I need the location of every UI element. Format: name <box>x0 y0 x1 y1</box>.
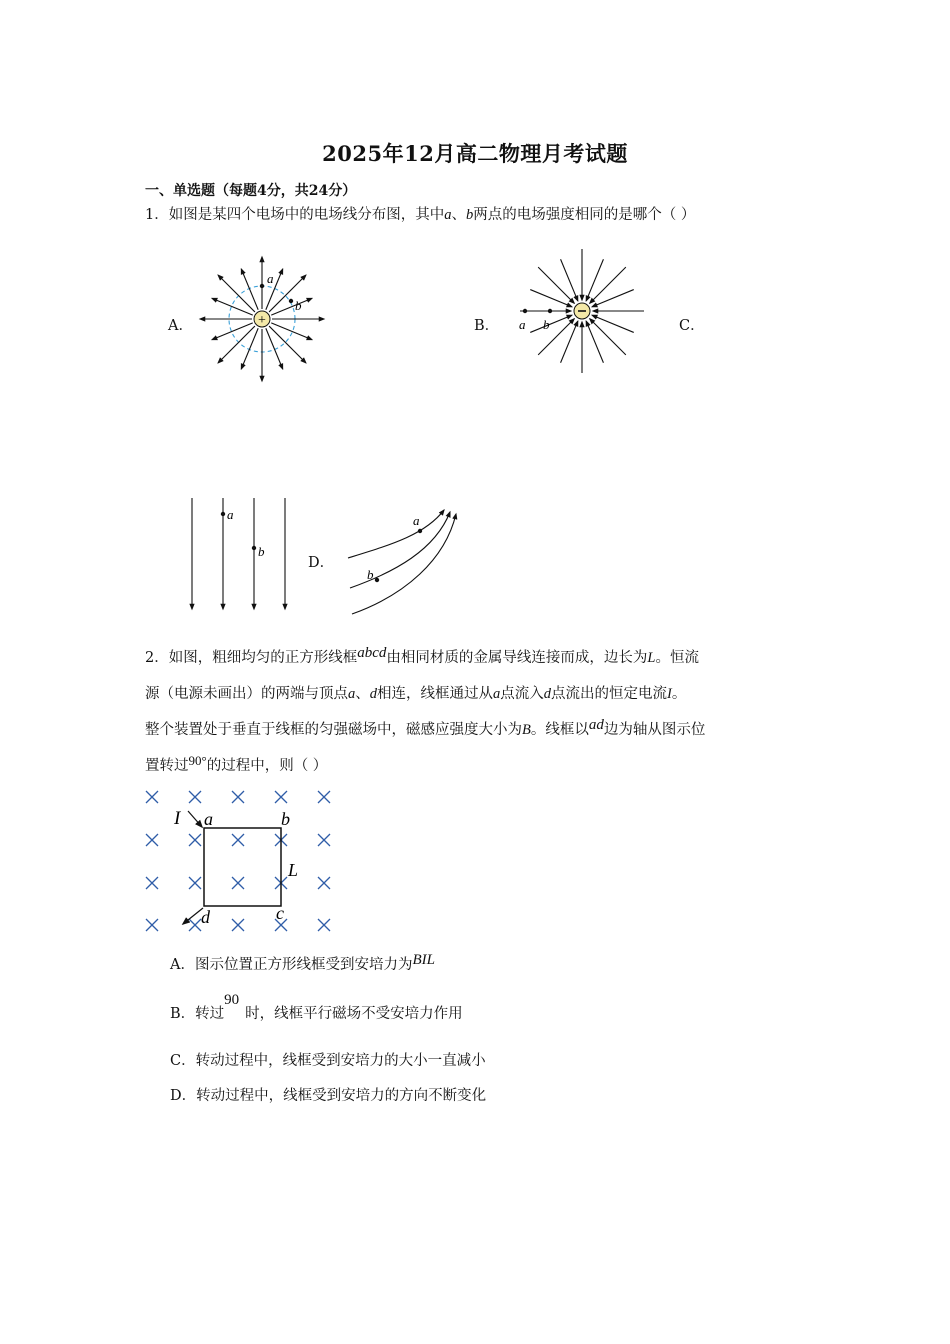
q1-text-b: 两点的电场强度相同的是哪个（ ） <box>473 207 696 223</box>
field-line <box>590 319 626 355</box>
q2-option-b: B．转过90时，线框平行磁场不受安培力作用 <box>170 992 463 1022</box>
question-2 <box>145 640 810 784</box>
field-line <box>530 315 572 332</box>
q1-option-b-label: B． <box>474 318 500 334</box>
field-line <box>586 259 603 301</box>
plus-sign: + <box>258 313 266 328</box>
q1-option-d-label: D． <box>308 555 335 571</box>
field-cross <box>318 834 330 846</box>
label-c: c <box>276 903 284 923</box>
q2-line-1: 2．如图，粗细均匀的正方形线框abcd由相同材质的金属导线连接而成，边长为L。恒流 <box>145 645 699 666</box>
field-line <box>530 290 572 307</box>
q1-option-a-label: A． <box>168 318 193 334</box>
figure-b-negative-charge <box>515 248 650 376</box>
field-line <box>538 267 574 303</box>
label-a: a <box>227 507 234 522</box>
label-a: a <box>519 317 526 332</box>
field-cross <box>232 877 244 889</box>
figure-d-curved-field <box>340 500 470 620</box>
question-1 <box>145 197 810 233</box>
field-cross <box>318 919 330 931</box>
q2-option-c: C．转动过程中，线框受到安培力的大小一直减小 <box>170 1053 486 1069</box>
point-b <box>548 309 552 313</box>
point-b <box>375 578 379 582</box>
label-b: b <box>281 809 290 829</box>
field-line <box>350 512 450 588</box>
q1-text-a: 如图是某四个电场中的电场线分布图，其中 <box>168 207 445 223</box>
field-cross <box>146 919 158 931</box>
math-ad: ad <box>588 717 604 733</box>
field-line <box>218 326 255 363</box>
field-cross <box>318 877 330 889</box>
q2-option-a: A．图示位置正方形线框受到安培力为BIL <box>170 952 435 973</box>
field-line <box>592 315 634 332</box>
figure-a-positive-charge <box>195 252 330 387</box>
field-line <box>586 321 603 363</box>
q2-line-2: 源（电源未画出）的两端与顶点a、d相连，线框通过从a点流入d点流出的恒定电流I。 <box>145 686 687 702</box>
field-cross <box>189 834 201 846</box>
field-line <box>348 510 444 558</box>
label-a: a <box>267 271 274 286</box>
q1-option-c-label: C． <box>679 318 705 334</box>
q1-var-a: a <box>444 207 452 223</box>
field-cross <box>146 877 158 889</box>
math-abcd: abcd <box>357 645 387 661</box>
field-cross <box>318 791 330 803</box>
field-cross <box>189 877 201 889</box>
q2-line-4: 置转过90°的过程中，则（ ） <box>145 753 328 774</box>
label-L: L <box>288 860 299 880</box>
field-line <box>212 298 253 315</box>
field-cross <box>189 919 201 931</box>
q1-sep: 、 <box>451 207 466 223</box>
label-b: b <box>543 317 550 332</box>
label-a: a <box>413 513 420 528</box>
label-b: b <box>367 567 374 582</box>
q1-var-b: b <box>465 207 474 223</box>
section-heading: 一、单选题（每题4分，共24分） <box>145 183 357 199</box>
field-line <box>592 290 634 307</box>
figure-c-uniform-field <box>180 495 300 615</box>
q2-line-3: 整个装置处于垂直于线框的匀强磁场中，磁感应强度大小为B。线框以ad边为轴从图示位 <box>145 717 706 738</box>
field-line <box>271 323 312 340</box>
field-line <box>269 326 306 363</box>
label-I: I <box>174 808 181 829</box>
field-line <box>241 328 258 369</box>
field-line <box>218 275 255 312</box>
current-in-arrow <box>188 811 202 827</box>
field-line <box>590 267 626 303</box>
field-cross <box>232 919 244 931</box>
math-BIL: BIL <box>412 952 435 968</box>
field-line <box>561 259 578 301</box>
square-loop <box>204 828 281 906</box>
q2-option-d: D．转动过程中，线框受到安培力的方向不断变化 <box>170 1088 487 1104</box>
point-a <box>418 529 422 533</box>
field-cross <box>146 834 158 846</box>
field-line <box>266 328 283 369</box>
point-b <box>289 299 293 303</box>
point-b <box>252 546 256 550</box>
point-a <box>523 309 527 313</box>
field-cross <box>275 791 287 803</box>
field-cross <box>146 791 158 803</box>
field-line <box>241 269 258 310</box>
point-a <box>221 512 225 516</box>
label-a: a <box>204 809 213 829</box>
current-out-arrow <box>183 908 203 924</box>
field-cross <box>232 791 244 803</box>
figure-q2-square-loop <box>140 785 340 935</box>
field-line <box>561 321 578 363</box>
field-cross <box>232 834 244 846</box>
math-90-deg: 90° <box>188 753 207 768</box>
label-b: b <box>295 298 302 313</box>
field-cross <box>189 791 201 803</box>
math-90: 90 <box>224 992 240 1008</box>
page-title: 2025年12月高二物理月考试题 <box>322 141 628 166</box>
q1-number: 1． <box>145 207 169 223</box>
field-line <box>212 323 253 340</box>
label-b: b <box>258 544 265 559</box>
point-a <box>260 284 264 288</box>
label-d: d <box>201 907 210 927</box>
